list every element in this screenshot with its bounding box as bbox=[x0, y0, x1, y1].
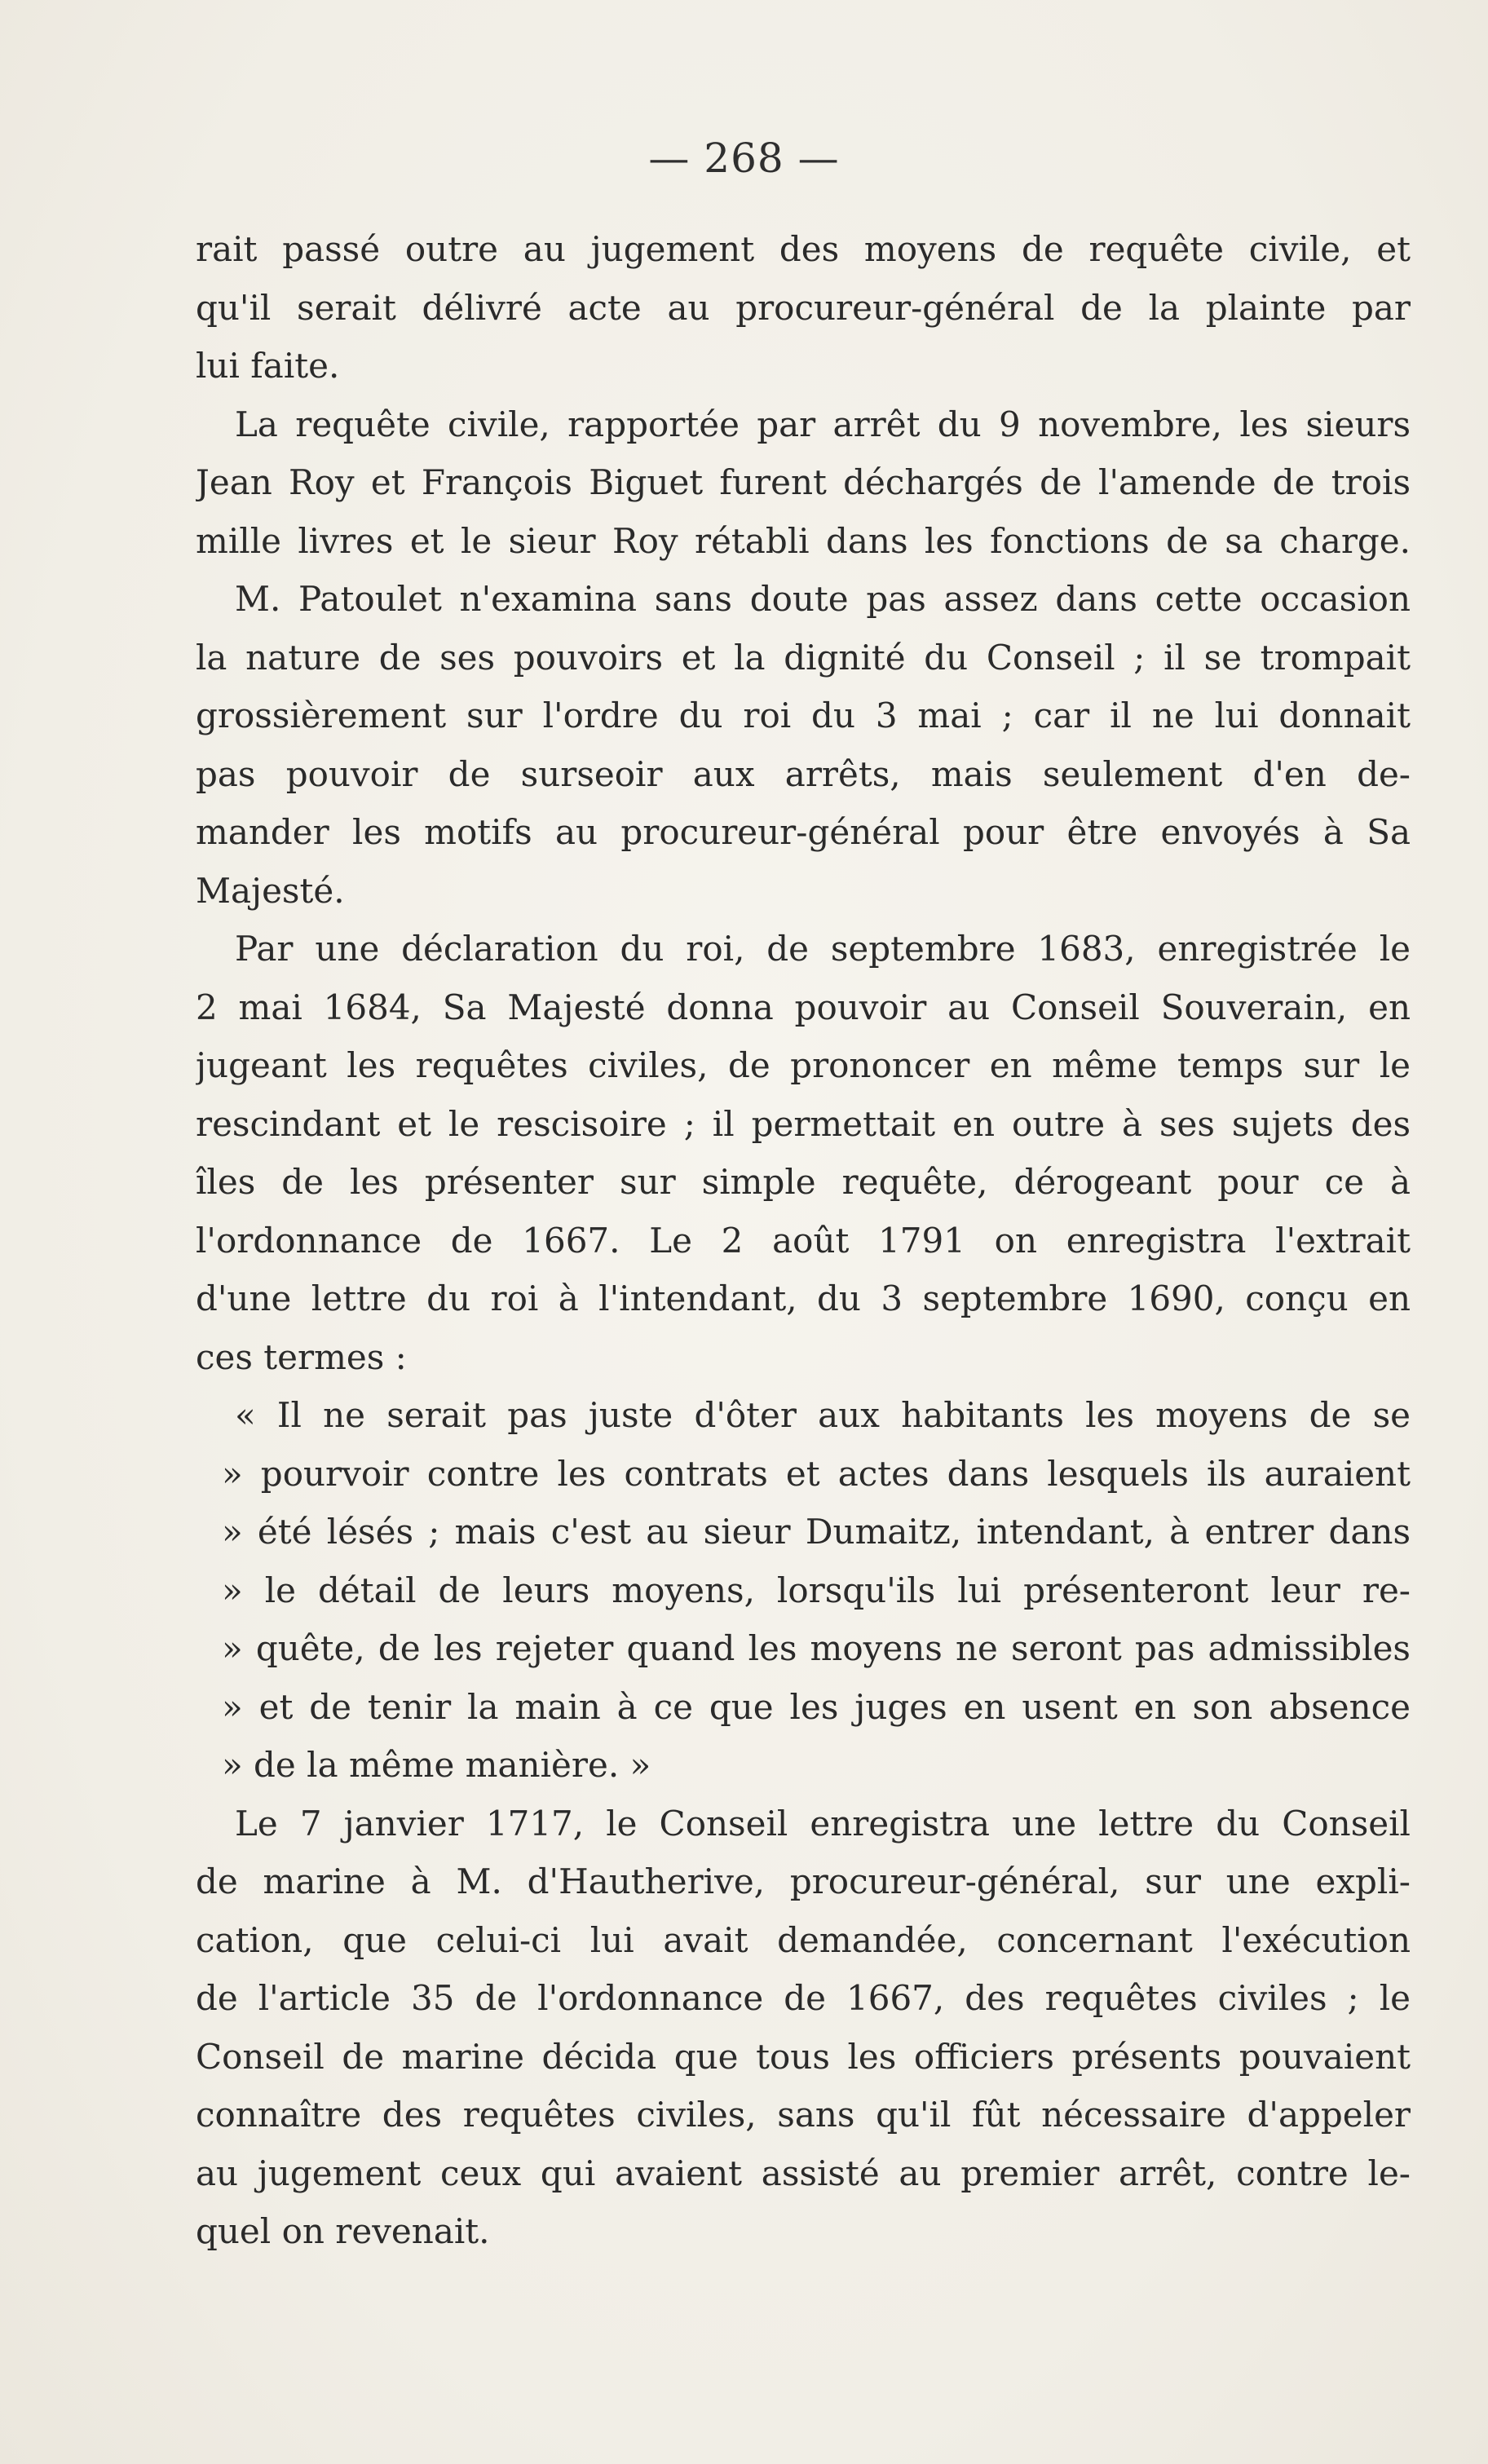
text-line: rescindant et le rescisoire ; il permettait en outre à ses sujets des bbox=[196, 1103, 1411, 1144]
quote-line: » de la même manière. » bbox=[222, 1745, 651, 1785]
text-line: quel on revenait. bbox=[196, 2211, 490, 2251]
text-line: lui faite. bbox=[196, 346, 340, 386]
text-line: mander les motifs au procureur-général pour être envoyés à Sa bbox=[196, 812, 1411, 852]
text-line: la nature de ses pouvoirs et la dignité du Conseil ; il se trompait bbox=[196, 637, 1411, 678]
text-line: d'une lettre du roi à l'intendant, du 3 septembre 1690, conçu en bbox=[196, 1278, 1411, 1318]
text-line: de marine à M. d'Hautherive, procureur-général, sur une expli- bbox=[196, 1861, 1411, 1901]
text-line: îles de les présenter sur simple requête, dérogeant pour ce à bbox=[196, 1162, 1411, 1202]
quote-line: » et de tenir la main à ce que les juges en usent en son absence bbox=[222, 1686, 1411, 1727]
quote-line: » le détail de leurs moyens, lorsqu'ils lui présenteront leur re- bbox=[222, 1570, 1411, 1610]
text-line: jugeant les requêtes civiles, de prononcer en même temps sur le bbox=[196, 1045, 1411, 1085]
text-line: l'ordonnance de 1667. Le 2 août 1791 on enregistra l'extrait bbox=[196, 1220, 1411, 1261]
text-line: au jugement ceux qui avaient assisté au premier arrêt, contre le- bbox=[196, 2153, 1411, 2193]
text-line: La requête civile, rapportée par arrêt du 9 novembre, les sieurs bbox=[235, 404, 1411, 444]
text-line: Le 7 janvier 1717, le Conseil enregistra une lettre du Conseil bbox=[235, 1803, 1411, 1844]
text-line: Majesté. bbox=[196, 870, 345, 911]
quote-line: » quête, de les rejeter quand les moyens ne seront pas admissibles bbox=[222, 1628, 1411, 1668]
quote-line: » pourvoir contre les contrats et actes dans lesquels ils auraient bbox=[222, 1453, 1411, 1494]
text-line: Par une déclaration du roi, de septembre 1683, enregistrée le bbox=[235, 929, 1411, 969]
page-number: — 268 — bbox=[648, 135, 840, 182]
text-line: qu'il serait délivré acte au procureur-général de la plainte par bbox=[196, 287, 1411, 328]
text-line: Conseil de marine décida que tous les officiers présents pouvaient bbox=[196, 2036, 1411, 2077]
text-line: Jean Roy et François Biguet furent déchargés de l'amende de trois bbox=[196, 462, 1411, 502]
text-line: ces termes : bbox=[196, 1336, 407, 1377]
body-text bbox=[196, 220, 1411, 2261]
text-line: connaître des requêtes civiles, sans qu'il fût nécessaire d'appeler bbox=[196, 2095, 1411, 2135]
text-line: M. Patoulet n'examina sans doute pas assez dans cette occasion bbox=[235, 579, 1411, 619]
text-line: de l'article 35 de l'ordonnance de 1667, des requêtes civiles ; le bbox=[196, 1978, 1411, 2018]
text-line: 2 mai 1684, Sa Majesté donna pouvoir au Conseil Souverain, en bbox=[196, 987, 1411, 1027]
quote-line: » été lésés ; mais c'est au sieur Dumaitz, intendant, à entrer dans bbox=[222, 1512, 1411, 1552]
quote-line: « Il ne serait pas juste d'ôter aux habitants les moyens de se bbox=[235, 1395, 1411, 1435]
text-line: rait passé outre au jugement des moyens de requête civile, et bbox=[196, 229, 1411, 269]
text-line: mille livres et le sieur Roy rétabli dans les fonctions de sa charge. bbox=[196, 520, 1411, 561]
text-line: cation, que celui-ci lui avait demandée, concernant l'exécution bbox=[196, 1919, 1411, 1960]
text-line: grossièrement sur l'ordre du roi du 3 mai ; car il ne lui donnait bbox=[196, 695, 1411, 735]
text-line: pas pouvoir de surseoir aux arrêts, mais seulement d'en de- bbox=[196, 753, 1411, 794]
